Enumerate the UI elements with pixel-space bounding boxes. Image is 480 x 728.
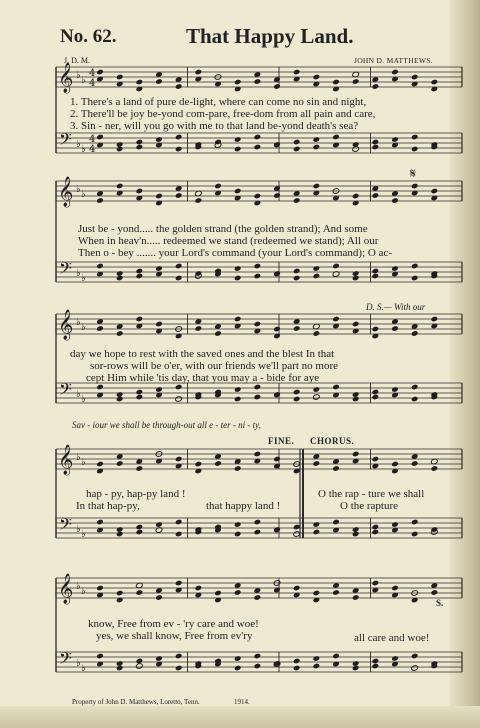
svg-text:♭: ♭ [76,581,81,592]
system-3-lyric-1: day we hope to rest with the saved ones and the blest In that [70,348,335,360]
verse-1-line: 1. There's a land of pure de-light, where can come no sin and night, [70,96,367,108]
verse-2-line: 2. There'll be joy be-yond com-pare, free-dom from all pain and care, [70,108,376,120]
svg-text:♭: ♭ [76,658,81,669]
lyricist-credit: J. D. M. [64,56,91,65]
svg-text:♭: ♭ [76,524,81,535]
copyright-year: 1914. [234,698,250,706]
svg-text:♭: ♭ [76,184,81,195]
system-5-lyric-1: know, Free from ev - 'ry care and woe! [88,618,259,630]
chorus-marking: CHORUS. [310,436,355,446]
svg-text:♭: ♭ [81,529,86,540]
svg-text:𝄢: 𝄢 [59,258,72,282]
svg-text:4: 4 [89,144,96,155]
segno-s-marking: S. [436,598,444,608]
system-4-lyric-1b: O the rap - ture we shall [318,488,425,500]
copyright-footer: Property of John D. Matthews, Loretto, Tenn. [72,698,200,706]
svg-text:𝄋: 𝄋 [410,166,417,182]
system-4-lyric-2c: O the rapture [340,500,399,512]
svg-text:♭: ♭ [81,457,86,468]
svg-text:♭: ♭ [76,139,81,150]
system-3-bass-lyric: Sav - iour we shall be through-out all e - ter - ni - ty, [72,420,261,430]
system-2-lyric-3: Then o - bey ....... your Lord's command (your Lord's command); O ac- [78,247,393,259]
svg-text:𝄞: 𝄞 [58,177,74,207]
system-5-lyric-2b: all care and woe! [354,632,430,644]
svg-text:♭: ♭ [76,317,81,328]
svg-text:4: 4 [89,134,96,145]
svg-text:4: 4 [89,78,96,89]
svg-text:♭: ♭ [81,273,86,284]
svg-text:♭: ♭ [76,268,81,279]
svg-text:𝄢: 𝄢 [59,379,72,403]
fine-marking: FINE. [268,436,295,446]
svg-text:♭: ♭ [76,70,81,81]
svg-text:𝄢: 𝄢 [59,129,72,153]
system-2-lyric-1: Just be - yond..... the golden strand (the golden strand); And some [78,223,368,235]
system-4-lyric-1a: hap - py, hap-py land ! [86,488,186,500]
verse-3-line: 3. Sin - ner, will you go with me to that land be-yond death's sea? [70,120,359,132]
composer-credit: JOHN D. MATTHEWS. [354,56,433,65]
svg-text:𝄞: 𝄞 [58,445,74,475]
system-3-lyric-2: sor-rows will be o'er, with our friends we'll part no more [90,360,338,372]
ds-marking: D. S.— With our [366,302,426,312]
svg-text:𝄞: 𝄞 [58,310,74,340]
svg-text:𝄢: 𝄢 [59,648,72,672]
system-2-lyric-2: When in heav'n..... redeemed we stand (redeemed we stand); All our [78,235,379,247]
hymn-number: No. 62. [60,26,117,47]
system-3-lyric-3: cept Him while 'tis day, that you may a - bide for aye [86,372,320,384]
system-5-lyric-2: yes, we shall know, Free from ev'ry [96,630,253,642]
svg-text:♭: ♭ [81,189,86,200]
system-4-lyric-2b: that happy land ! [206,500,281,512]
svg-text:♭: ♭ [81,663,86,674]
svg-text:♭: ♭ [76,389,81,400]
svg-text:♭: ♭ [81,75,86,86]
svg-text:♭: ♭ [81,586,86,597]
svg-text:𝄞: 𝄞 [58,574,74,604]
svg-text:4: 4 [89,68,96,79]
svg-text:𝄢: 𝄢 [59,514,72,538]
svg-text:♭: ♭ [76,452,81,463]
system-4-lyric-2a: In that hap-py, [76,500,140,512]
svg-text:♭: ♭ [81,322,86,333]
svg-text:♭: ♭ [81,144,86,155]
hymn-title: That Happy Land. [186,24,354,48]
svg-text:𝄞: 𝄞 [58,63,74,93]
svg-text:♭: ♭ [81,394,86,405]
